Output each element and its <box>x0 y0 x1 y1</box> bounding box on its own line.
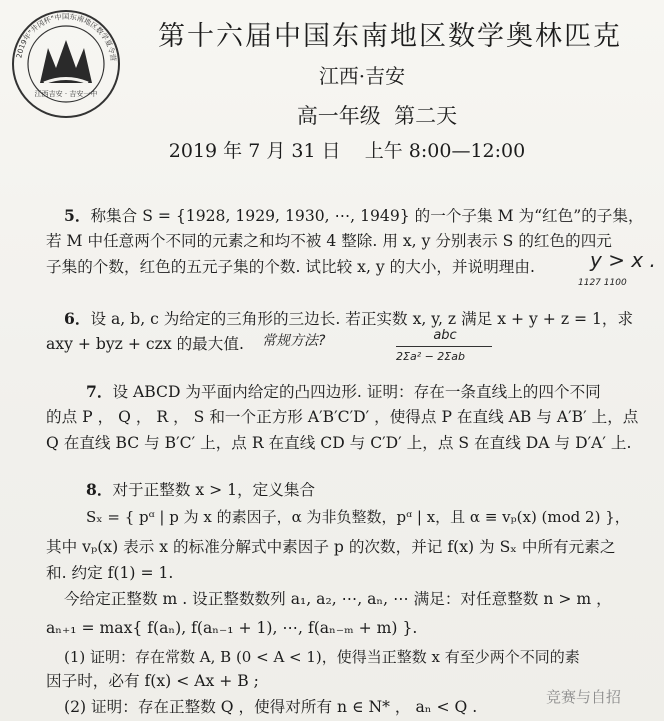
svg-text:2019年"井冈杯"中国东南地区数学夏令营: 2019年"井冈杯"中国东南地区数学夏令营 <box>14 11 119 62</box>
problem-7-line-3: Q 在直线 BC 与 B′C′ 上，点 R 在直线 CD 与 C′D′ 上，点 S 在直线 DA 与 D′A′ 上. <box>46 434 632 452</box>
problem-8-line-3: 其中 vₚ(x) 表示 x 的标准分解式中素因子 p 的次数，并记 f(x) 为 Sₓ 中所有元素之 <box>46 538 616 556</box>
handwritten-fraction-denominator: 2Σa² − 2Σab <box>396 350 465 363</box>
problem-8-line-5: 今给定正整数 m . 设正整数数列 a₁, a₂, ⋯, aₙ, ⋯ 满足：对任意整数 n > m ， <box>64 590 612 608</box>
problem-8-part-1: (1) 证明：存在常数 A, B (0 < A < 1)，使得当正整数 x 有至少两个不同的素 <box>64 648 580 666</box>
problem-8-line-4: 和. 约定 f(1) = 1. <box>46 564 174 582</box>
problem-7-line-2: 的点 P ， Q ， R ， S 和一个正方形 A′B′C′D′ ，使得点 P 在直线 AB 与 A′B′ 上，点 <box>46 408 639 426</box>
handwritten-fraction-numerator: abc <box>433 328 457 343</box>
problem-6-line-1 <box>64 311 633 328</box>
handwritten-fraction-bar <box>396 346 492 347</box>
svg-text:江西吉安 · 吉安一中: 江西吉安 · 吉安一中 <box>34 90 98 98</box>
grade-day: 高一年级 第二天 <box>296 104 458 128</box>
source-watermark: 竞赛与自招 <box>546 688 622 706</box>
problem-8-number: 8． <box>86 480 113 499</box>
problem-8-part-2: (2) 证明：存在正整数 Q ，使得对所有 n ∈ N* ， aₙ < Q . <box>64 698 478 716</box>
problem-6-number: 6． <box>64 309 91 328</box>
exam-date-time: 2019 年 7 月 31 日 上午 8:00—12:00 <box>168 140 526 162</box>
problem-8-recurrence: aₙ₊₁ = max{ f(aₙ), f(aₙ₋₁ + 1), ⋯, f(aₙ₋ₘ + m) }. <box>46 619 418 637</box>
problem-6-line-2: axy + byz + czx 的最大值. <box>46 335 244 353</box>
problem-7-number: 7． <box>86 382 113 401</box>
problem-8-line-1 <box>86 482 315 499</box>
problem-5-line-2: 若 M 中任意两个不同的元素之和均不被 4 整除. 用 x, y 分别表示 S 的红色的四元 <box>46 232 612 250</box>
problem-8-part-1-cont: 因子时，必有 f(x) < Ax + B ; <box>46 672 259 690</box>
handwritten-method-note: 常规方法? <box>262 333 326 349</box>
handwritten-answer-p5: y > x . <box>590 248 656 272</box>
problem-5-text-1: 称集合 S = {1928, 1929, 1930, ⋯, 1949} 的一个子集 M 为“红色”的子集， <box>90 207 644 225</box>
location-subtitle: 江西·吉安 <box>318 64 406 88</box>
problem-5-number: 5． <box>64 206 91 225</box>
handwritten-counts-p5: 1127 1100 <box>578 278 627 288</box>
problem-5-line-3: 子集的个数，红色的五元子集的个数. 试比较 x, y 的大小，并说明理由. <box>46 258 535 276</box>
problem-6-text-1: 设 a, b, c 为给定的三角形的三边长. 若正实数 x, y, z 满足 x + y + z = 1，求 <box>90 310 634 328</box>
problem-7-text-1: 设 ABCD 为平面内给定的凸四边形. 证明：存在一条直线上的四个不同 <box>112 383 601 401</box>
page-title: 第十六届中国东南地区数学奥林匹克 <box>158 21 622 52</box>
problem-8-set-definition: Sₓ = { pᵅ | p 为 x 的素因子，α 为非负整数，pᵅ | x，且 α ≡ vₚ(x) (mod 2) }， <box>86 508 630 526</box>
problem-8-text-1: 对于正整数 x > 1，定义集合 <box>112 481 316 499</box>
problem-5-line-1 <box>64 208 644 225</box>
problem-7-line-1 <box>86 384 601 401</box>
